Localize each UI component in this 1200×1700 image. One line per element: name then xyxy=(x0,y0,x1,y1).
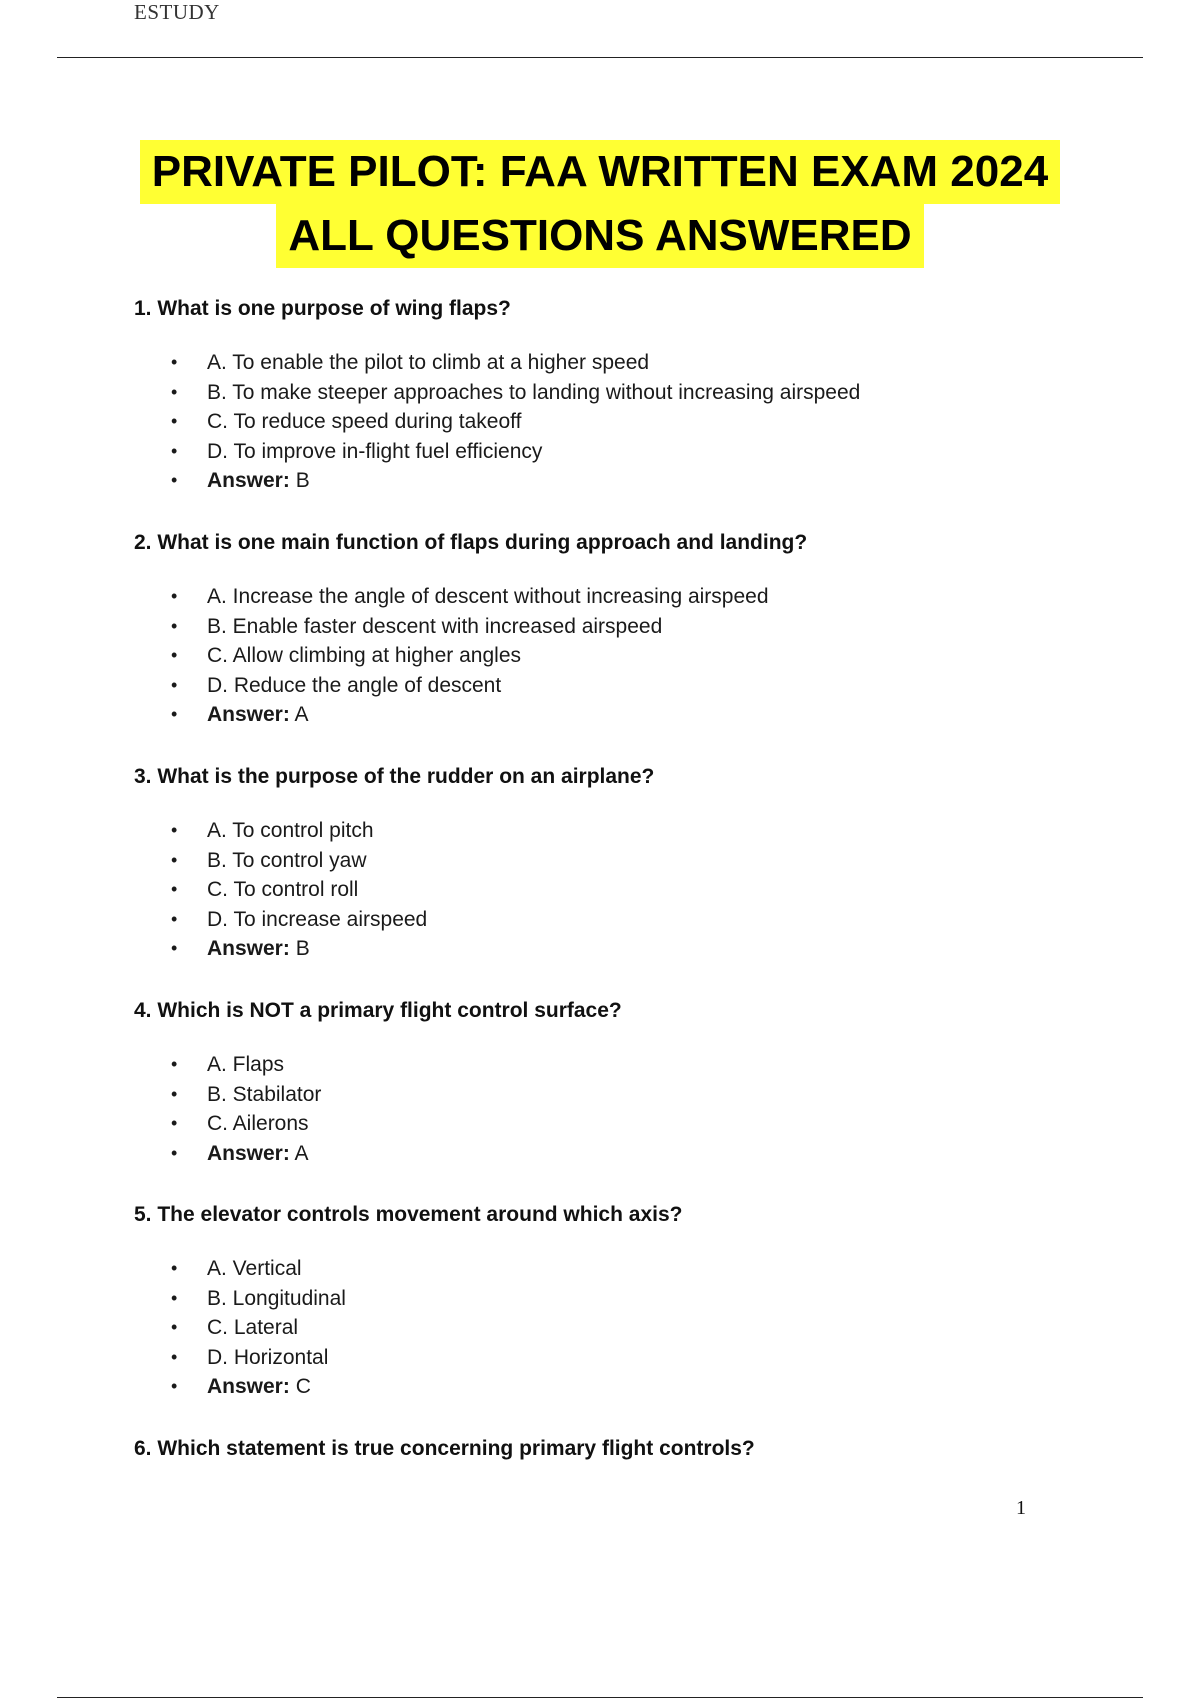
option-text: B. Stabilator xyxy=(207,1082,322,1106)
bullet-icon: • xyxy=(171,1113,178,1133)
option-item xyxy=(134,348,1084,378)
answer-item xyxy=(134,1372,1084,1402)
answer-label: Answer: xyxy=(207,1375,290,1398)
option-text: A. To control pitch xyxy=(207,819,374,842)
questions-list xyxy=(134,292,1084,1466)
option-item xyxy=(134,582,1084,612)
option-list xyxy=(134,582,1084,730)
bullet-icon: • xyxy=(171,1258,178,1278)
bullet-icon: • xyxy=(171,1317,178,1337)
answer-value: B xyxy=(295,937,310,960)
option-text: B. Enable faster descent with increased airspeed xyxy=(207,614,663,638)
option-text: A. Increase the angle of descent without increasing airspeed xyxy=(207,585,769,608)
option-text: A. Vertical xyxy=(207,1257,302,1280)
bullet-icon: • xyxy=(171,1054,178,1074)
option-text: C. Ailerons xyxy=(207,1112,309,1135)
question-block-5 xyxy=(134,1198,1084,1432)
option-item xyxy=(134,641,1084,671)
option-item xyxy=(134,905,1084,935)
answer-item xyxy=(134,466,1084,496)
bullet-icon: • xyxy=(171,411,178,431)
answer-value: C xyxy=(295,1375,311,1398)
question-block-1 xyxy=(134,292,1084,526)
bullet-icon: • xyxy=(171,938,178,958)
option-list xyxy=(134,1254,1084,1402)
option-item xyxy=(134,407,1084,437)
bullet-icon: • xyxy=(171,470,178,490)
option-item xyxy=(134,1080,1084,1110)
option-list xyxy=(134,816,1084,964)
bullet-icon: • xyxy=(171,1083,178,1104)
bullet-icon: • xyxy=(171,908,178,929)
option-item xyxy=(134,1050,1084,1080)
question-block-6 xyxy=(134,1432,1084,1466)
option-list xyxy=(134,1050,1084,1168)
answer-value: B xyxy=(295,469,310,492)
answer-label: Answer: xyxy=(207,1141,290,1165)
option-item xyxy=(134,1109,1084,1139)
option-text: B. Longitudinal xyxy=(207,1286,346,1310)
answer-item xyxy=(134,934,1084,964)
bullet-icon: • xyxy=(171,1346,178,1367)
bullet-icon: • xyxy=(171,879,178,899)
bullet-icon: • xyxy=(171,645,178,665)
option-item xyxy=(134,1343,1084,1373)
bullet-icon: • xyxy=(171,1287,178,1308)
option-item xyxy=(134,378,1084,408)
option-text: D. Horizontal xyxy=(207,1345,329,1369)
title-line-2: ALL QUESTIONS ANSWERED xyxy=(276,204,923,268)
page-number: 1 xyxy=(1016,1497,1026,1519)
answer-item xyxy=(134,1139,1084,1169)
option-text: D. Reduce the angle of descent xyxy=(207,673,502,697)
option-item xyxy=(134,1313,1084,1343)
option-item xyxy=(134,612,1084,642)
option-item xyxy=(134,1284,1084,1314)
answer-label: Answer: xyxy=(207,937,290,960)
bullet-icon: • xyxy=(171,352,178,372)
answer-label: Answer: xyxy=(207,469,290,492)
bullet-icon: • xyxy=(171,586,178,606)
question-block-4 xyxy=(134,994,1084,1198)
header-brand: ESTUDY xyxy=(134,0,220,24)
option-list xyxy=(134,348,1084,496)
answer-item xyxy=(134,700,1084,730)
option-text: B. To control yaw xyxy=(207,848,367,872)
bullet-icon: • xyxy=(171,820,178,840)
option-text: A. To enable the pilot to climb at a higher speed xyxy=(207,351,650,374)
option-item xyxy=(134,1254,1084,1284)
question-text: 6. Which statement is true concerning primary flight controls? xyxy=(134,1437,755,1460)
bullet-icon: • xyxy=(171,615,178,636)
option-text: A. Flaps xyxy=(207,1053,285,1076)
option-text: B. To make steeper approaches to landing without increasing airspeed xyxy=(207,380,861,404)
bullet-icon: • xyxy=(171,1142,178,1163)
option-item xyxy=(134,875,1084,905)
option-text: C. Lateral xyxy=(207,1316,299,1339)
option-text: C. To reduce speed during takeoff xyxy=(207,410,522,433)
question-text: 3. What is the purpose of the rudder on an airplane? xyxy=(134,765,655,788)
option-text: D. To increase airspeed xyxy=(207,907,428,931)
option-text: C. To control roll xyxy=(207,878,359,901)
title-line-1: PRIVATE PILOT: FAA WRITTEN EXAM 2024 xyxy=(140,140,1060,204)
question-text: 4. Which is NOT a primary flight control surface? xyxy=(134,999,622,1022)
bullet-icon: • xyxy=(171,381,178,402)
option-item xyxy=(134,671,1084,701)
question-text: 1. What is one purpose of wing flaps? xyxy=(134,297,511,320)
option-item xyxy=(134,816,1084,846)
question-text: 5. The elevator controls movement around which axis? xyxy=(134,1203,683,1226)
question-block-2 xyxy=(134,526,1084,760)
bullet-icon: • xyxy=(171,440,178,461)
answer-label: Answer: xyxy=(207,703,290,726)
option-text: D. To improve in-flight fuel efficiency xyxy=(207,439,543,463)
answer-value: A xyxy=(294,703,309,726)
option-text: C. Allow climbing at higher angles xyxy=(207,644,521,667)
option-item xyxy=(134,846,1084,876)
document-title xyxy=(0,140,1200,268)
bullet-icon: • xyxy=(171,704,178,724)
footer-divider xyxy=(57,1697,1143,1698)
question-block-3 xyxy=(134,760,1084,994)
bullet-icon: • xyxy=(171,849,178,870)
question-text: 2. What is one main function of flaps during approach and landing? xyxy=(134,531,808,554)
bullet-icon: • xyxy=(171,674,178,695)
header-divider xyxy=(57,57,1143,58)
answer-value: A xyxy=(294,1141,309,1165)
option-item xyxy=(134,437,1084,467)
bullet-icon: • xyxy=(171,1376,178,1396)
